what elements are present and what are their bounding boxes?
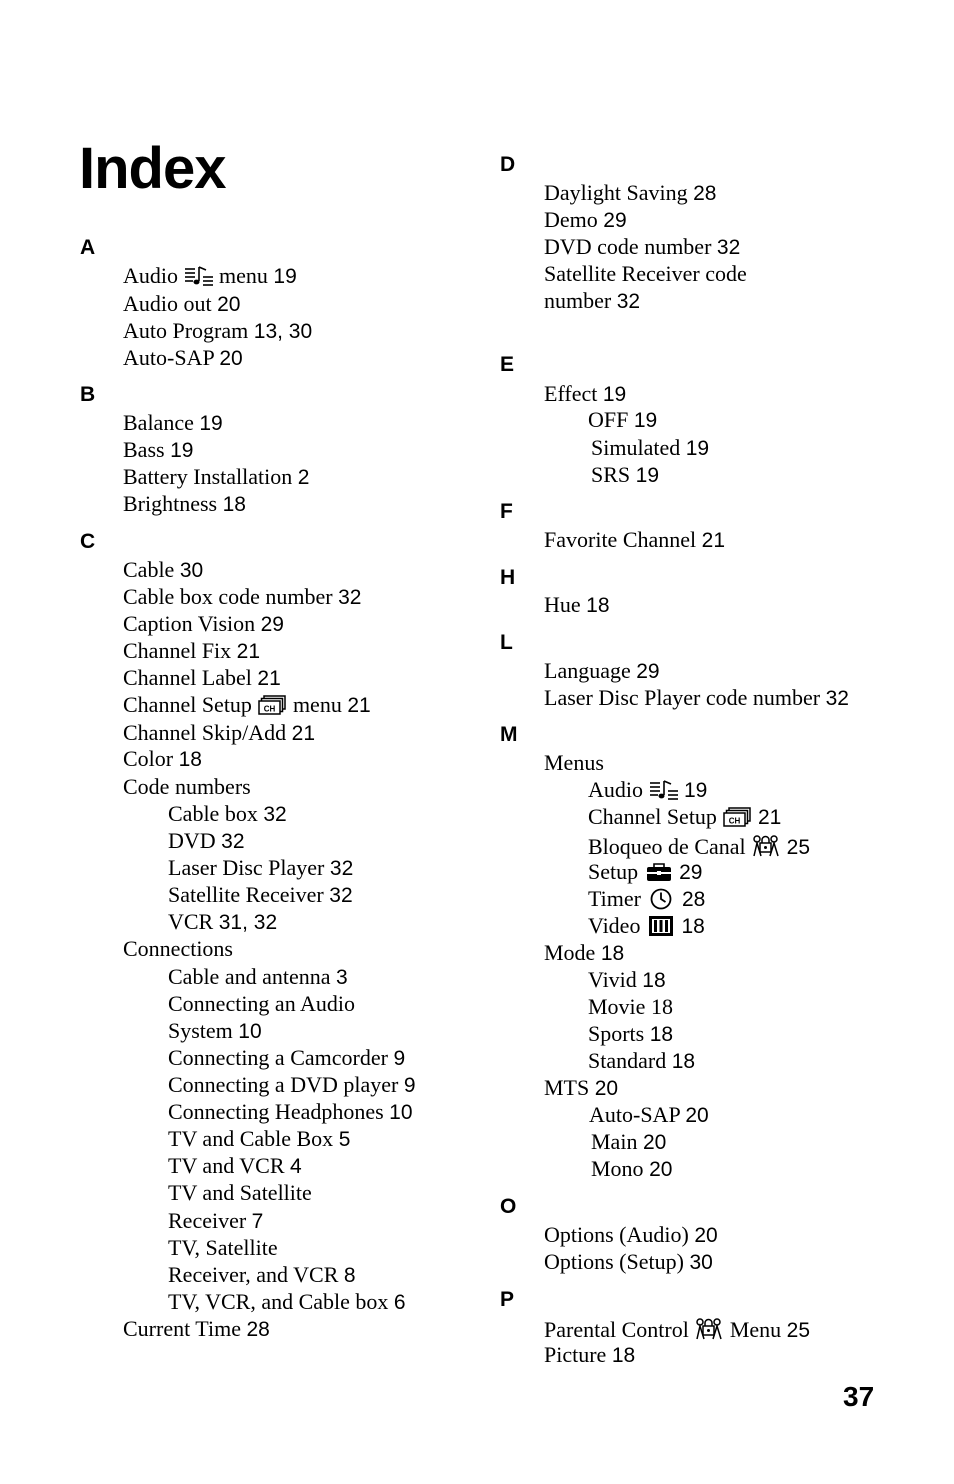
entry-text: Bloqueo de Canal — [588, 834, 746, 859]
entry-text: Auto-SAP — [589, 1102, 680, 1127]
audio-menu-icon — [184, 265, 214, 287]
entry-text: Simulated — [591, 435, 681, 460]
entry-text: MTS — [544, 1075, 590, 1100]
page-reference: 32 — [263, 803, 287, 826]
entry-text: Receiver — [168, 1208, 247, 1233]
index-entry — [544, 1317, 810, 1341]
index-entry — [544, 942, 624, 964]
page-reference: 10 — [238, 1020, 262, 1043]
page-reference: 29 — [603, 209, 627, 232]
entry-text: Balance — [123, 410, 194, 435]
section-letter-a: A — [80, 236, 96, 259]
page-reference: 32 — [825, 687, 849, 710]
page-reference: 28 — [246, 1318, 270, 1341]
index-entry — [123, 748, 202, 770]
index-subentry — [168, 1020, 262, 1042]
index-subentry — [588, 1050, 695, 1072]
index-entry — [544, 383, 626, 405]
index-entry — [544, 182, 716, 204]
section-letter-b: B — [80, 383, 96, 406]
page-reference: 18 — [586, 594, 610, 617]
entry-text: Cable and antenna — [168, 964, 331, 989]
index-entry — [123, 1318, 270, 1340]
entry-text: Color — [123, 746, 174, 771]
page-reference: 19 — [633, 409, 658, 432]
timer-clock-icon — [646, 888, 676, 910]
page-reference: 19 — [273, 265, 297, 288]
section-letter-m: M — [500, 723, 518, 746]
entry-text: Battery Installation — [123, 464, 293, 489]
entry-text: Channel Skip/Add — [123, 720, 287, 745]
entry-text: Timer — [588, 886, 641, 911]
section-letter-o: O — [500, 1195, 517, 1218]
index-entry — [544, 752, 604, 774]
entry-text: OFF — [588, 407, 629, 432]
index-entry — [123, 559, 203, 581]
entry-text: Receiver, and VCR — [168, 1262, 339, 1287]
index-entry — [544, 1224, 718, 1246]
index-subentry — [588, 409, 657, 431]
index-entry — [123, 667, 281, 689]
page-reference: 19 — [170, 439, 194, 462]
index-entry — [123, 640, 260, 662]
entry-text: Connecting a Camcorder — [168, 1045, 388, 1070]
parental-lock-icon — [694, 1317, 724, 1341]
index-entry — [544, 209, 627, 231]
index-subentry — [168, 884, 353, 906]
index-subentry — [591, 1158, 672, 1180]
section-letter-d: D — [500, 153, 516, 176]
entry-text: Picture — [544, 1342, 607, 1367]
entry-text: Hue — [544, 592, 581, 617]
entry-text: DVD — [168, 828, 216, 853]
page-reference: 20 — [694, 1224, 718, 1247]
section-letter-p: P — [500, 1288, 515, 1311]
index-subentry — [588, 969, 666, 991]
index-subentry — [588, 888, 705, 910]
svg-text:CH: CH — [264, 704, 276, 714]
page-reference: 25 — [786, 836, 810, 859]
entry-text: Vivid — [588, 967, 637, 992]
page-reference: 6 — [393, 1291, 406, 1314]
index-entry — [123, 466, 309, 488]
index-entry — [544, 594, 610, 616]
entry-text: number — [544, 288, 612, 313]
index-subentry — [168, 1128, 350, 1150]
index-subentry — [168, 1101, 413, 1123]
index-subentry — [168, 830, 245, 852]
entry-text: Cable box — [168, 801, 258, 826]
entry-text: Cable box code number — [123, 584, 333, 609]
entry-text: Channel Fix — [123, 638, 232, 663]
entry-text: Mono — [591, 1156, 644, 1181]
index-subentry — [168, 993, 355, 1015]
page-reference: 21 — [291, 722, 316, 745]
section-letter-f: F — [500, 500, 513, 523]
page-reference: 20 — [219, 347, 243, 370]
channel-setup-icon — [722, 806, 752, 828]
page-reference: 18 — [222, 493, 246, 516]
entry-text: Laser Disc Player code number — [544, 685, 821, 710]
page-reference: 21 — [757, 806, 782, 829]
page-number: 37 — [843, 1381, 875, 1412]
page-reference: 19 — [635, 464, 660, 487]
index-entry — [544, 1251, 713, 1273]
index-subentry — [168, 1210, 263, 1232]
index-entry — [123, 412, 223, 434]
index-entry — [123, 776, 251, 798]
entry-text: Laser Disc Player — [168, 855, 325, 880]
entry-text: TV, Satellite — [168, 1235, 278, 1260]
entry-text: Code numbers — [123, 774, 251, 799]
page-reference: 8 — [343, 1264, 356, 1287]
page-reference: 9 — [403, 1074, 416, 1097]
entry-suffix: menu — [292, 692, 342, 717]
entry-text: System — [168, 1018, 233, 1043]
entry-suffix: menu — [219, 263, 268, 288]
index-subentry — [168, 803, 287, 825]
entry-text: Connecting an Audio — [168, 991, 355, 1016]
entry-text: DVD code number — [544, 234, 712, 259]
index-entry — [544, 1077, 618, 1099]
entry-text: Satellite Receiver — [168, 882, 324, 907]
index-subentry — [591, 1131, 666, 1153]
audio-menu-icon — [649, 779, 679, 801]
entry-text: Audio out — [123, 291, 212, 316]
entry-text: SRS — [591, 462, 631, 487]
entry-text: TV, VCR, and Cable box — [168, 1289, 389, 1314]
index-entry — [123, 938, 233, 960]
entry-text: Audio — [123, 263, 178, 288]
page-reference: 29 — [636, 660, 660, 683]
entry-text: TV and Satellite — [168, 1180, 312, 1205]
parental-lock-icon — [751, 834, 781, 858]
entry-text: Favorite Channel — [544, 527, 697, 552]
entry-text: Parental Control — [544, 1317, 689, 1342]
page-reference: 10 — [389, 1101, 413, 1124]
page-reference: 7 — [251, 1210, 264, 1233]
entry-text: Satellite Receiver code — [544, 261, 747, 286]
page-reference: 31, 32 — [218, 911, 278, 934]
page-reference: 25 — [786, 1319, 810, 1342]
entry-text: VCR — [168, 909, 214, 934]
page-reference: 21 — [701, 529, 725, 552]
index-subentry — [168, 1291, 406, 1313]
index-entry — [123, 320, 312, 342]
index-subentry — [168, 911, 277, 933]
index-entry — [123, 694, 371, 716]
index-entry — [123, 493, 246, 515]
section-letter-h: H — [500, 566, 516, 589]
page-reference: 18 — [611, 1344, 636, 1367]
entry-text: Demo — [544, 207, 598, 232]
page-reference: 28 — [681, 888, 706, 911]
index-subentry — [168, 1237, 278, 1259]
setup-toolbox-icon — [644, 861, 674, 883]
index-subentry — [591, 464, 659, 486]
index-entry — [123, 293, 240, 315]
entry-text: Movie — [588, 994, 646, 1019]
page-title: Index — [79, 136, 226, 201]
entry-text: Audio — [588, 777, 643, 802]
page-reference: 18 — [649, 1023, 674, 1046]
entry-text: Current Time — [123, 1316, 241, 1341]
page-reference: 29 — [260, 613, 284, 636]
entry-text: Options (Setup) — [544, 1249, 684, 1274]
entry-text: Auto Program — [123, 318, 249, 343]
section-letter-c: C — [80, 530, 96, 553]
entry-text: Bass — [123, 437, 165, 462]
entry-text: Options (Audio) — [544, 1222, 689, 1247]
index-entry — [544, 1344, 635, 1366]
index-subentry — [588, 861, 702, 883]
page-reference: 18 — [681, 915, 705, 938]
page-reference: 18 — [650, 994, 673, 1019]
page-reference: 28 — [693, 182, 717, 205]
entry-text: Auto-SAP — [123, 345, 214, 370]
page-reference: 29 — [679, 861, 703, 884]
page-reference: 32 — [338, 586, 362, 609]
index-entry — [123, 347, 243, 369]
page-reference: 20 — [649, 1158, 673, 1181]
index-subentry — [588, 1023, 673, 1045]
entry-text: Channel Setup — [588, 804, 717, 829]
page-reference: 18 — [178, 748, 202, 771]
index-subentry — [168, 1047, 405, 1069]
entry-text: Channel Label — [123, 665, 252, 690]
entry-text: Video — [588, 913, 641, 938]
section-letter-e: E — [500, 353, 515, 376]
entry-text: Cable — [123, 557, 175, 582]
page-reference: 20 — [642, 1131, 667, 1154]
page-reference: 19 — [602, 383, 627, 406]
index-entry — [544, 236, 740, 258]
entry-text: Caption Vision — [123, 611, 256, 636]
svg-text:CH: CH — [729, 816, 741, 826]
index-entry — [123, 613, 284, 635]
channel-setup-icon — [257, 694, 287, 716]
entry-text: Menus — [544, 750, 604, 775]
entry-text: Connecting a DVD player — [168, 1072, 399, 1097]
entry-text: Connecting Headphones — [168, 1099, 384, 1124]
entry-text: Brightness — [123, 491, 218, 516]
index-subentry — [168, 1074, 416, 1096]
index-entry — [544, 660, 660, 682]
index-entry — [123, 439, 193, 461]
page-reference: 19 — [684, 779, 708, 802]
index-subentry — [588, 779, 707, 801]
page-reference: 30 — [689, 1251, 713, 1274]
page-reference: 3 — [336, 966, 348, 989]
page-reference: 9 — [393, 1047, 406, 1070]
index-entry — [544, 263, 747, 285]
page-reference: 20 — [685, 1104, 709, 1127]
entry-text: Daylight Saving — [544, 180, 688, 205]
entry-text: Setup — [588, 859, 639, 884]
index-subentry — [168, 1155, 302, 1177]
index-subentry — [588, 996, 673, 1018]
entry-text: Language — [544, 658, 631, 683]
entry-text: Mode — [544, 940, 596, 965]
index-entry — [544, 529, 725, 551]
page-reference: 32 — [329, 884, 353, 907]
page-reference: 32 — [716, 236, 741, 259]
page-reference: 4 — [290, 1155, 302, 1178]
entry-text: Channel Setup — [123, 692, 252, 717]
index-subentry — [168, 857, 353, 879]
index-entry — [123, 722, 315, 744]
index-subentry — [591, 437, 709, 459]
index-subentry — [168, 1264, 356, 1286]
entry-text: Effect — [544, 381, 598, 406]
page-reference: 32 — [616, 290, 641, 313]
entry-suffix: Menu — [729, 1317, 782, 1342]
page-reference: 32 — [221, 830, 245, 853]
page-reference: 18 — [642, 969, 666, 992]
index-subentry — [589, 1104, 709, 1126]
page-reference: 30 — [179, 559, 204, 582]
index-entry — [544, 687, 849, 709]
page-reference: 19 — [199, 412, 223, 435]
page-reference: 5 — [338, 1128, 351, 1151]
page-reference: 13, 30 — [253, 320, 313, 343]
page-reference: 20 — [217, 293, 241, 316]
entry-text: TV and Cable Box — [168, 1126, 334, 1151]
index-subentry — [588, 834, 810, 858]
page-reference: 32 — [329, 857, 354, 880]
index-subentry — [168, 966, 348, 988]
entry-text: Sports — [588, 1021, 645, 1046]
page-reference: 21 — [236, 640, 261, 663]
index-subentry — [588, 915, 705, 937]
page-reference: 19 — [685, 437, 710, 460]
page-reference: 18 — [600, 942, 625, 965]
section-letter-l: L — [500, 631, 513, 654]
entry-text: Connections — [123, 936, 233, 961]
page-reference: 2 — [297, 466, 310, 489]
page-reference: 20 — [594, 1077, 619, 1100]
entry-text: Main — [591, 1129, 638, 1154]
index-entry — [544, 290, 640, 312]
video-menu-icon — [646, 915, 676, 937]
index-subentry — [588, 806, 781, 828]
entry-text: TV and VCR — [168, 1153, 285, 1178]
page-reference: 21 — [347, 694, 371, 717]
index-entry — [123, 586, 361, 608]
page-reference: 21 — [257, 667, 281, 690]
index-entry — [123, 265, 297, 287]
page-reference: 18 — [671, 1050, 696, 1073]
index-subentry — [168, 1182, 312, 1204]
entry-text: Standard — [588, 1048, 667, 1073]
